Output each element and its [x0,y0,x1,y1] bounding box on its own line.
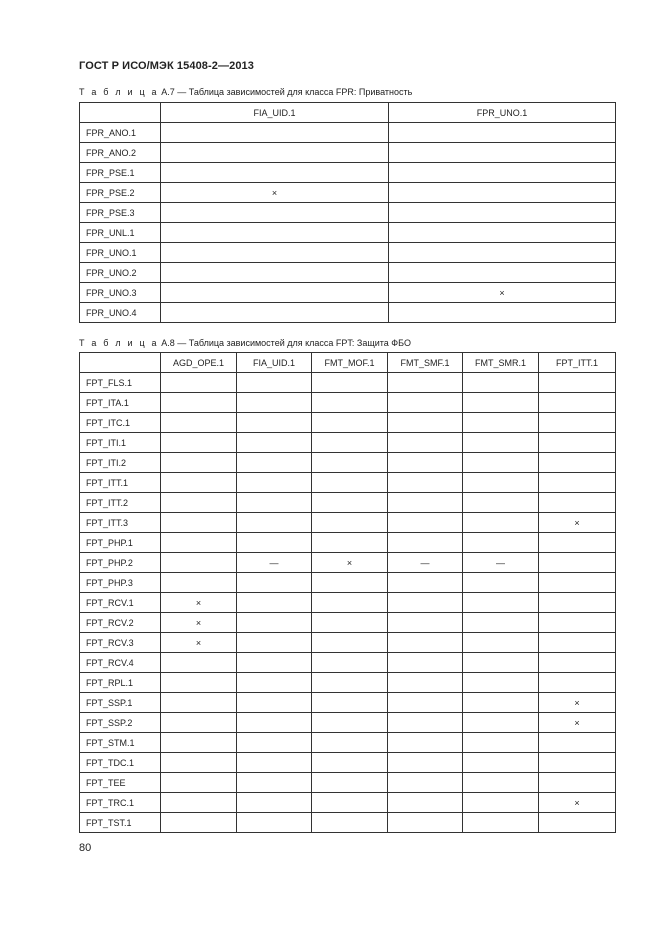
dependency-cell [463,653,539,673]
dependency-cell [539,393,616,413]
dependency-cell [237,753,312,773]
table-row [80,163,616,183]
dependency-cell [539,413,616,433]
dependency-cell [388,573,463,593]
dependency-cell [237,773,312,793]
dependency-cell [463,813,539,833]
dependency-cell: — [463,553,539,573]
table-row [80,513,616,533]
dependency-cell [463,493,539,513]
table-row [80,753,616,773]
dependency-cell [237,613,312,633]
dependency-cell: — [388,553,463,573]
row-label: FPT_RCV.2 [80,613,161,633]
dependency-cell [389,183,616,203]
dependency-cell [539,653,616,673]
dependency-cell [388,673,463,693]
dependency-cell: × [389,283,616,303]
dependency-cell [161,303,389,323]
dependency-cell [161,223,389,243]
column-header: FIA_UID.1 [161,103,389,123]
dependency-cell [312,453,388,473]
dependency-cell [463,513,539,533]
dependency-cell [463,573,539,593]
row-label: FPT_ITI.1 [80,433,161,453]
dependency-cell [389,243,616,263]
table-row [80,573,616,593]
row-label: FPT_TDC.1 [80,753,161,773]
dependency-cell [237,813,312,833]
dependency-cell [463,673,539,693]
dependency-cell [237,393,312,413]
dependency-cell [463,773,539,793]
dependency-cell [539,753,616,773]
row-label: FPT_PHP.3 [80,573,161,593]
table-row [80,123,616,143]
column-header: FPT_ITT.1 [539,353,616,373]
dependency-cell [161,143,389,163]
column-header: FMT_SMR.1 [463,353,539,373]
dependency-cell [388,493,463,513]
table-row [80,473,616,493]
row-label: FPR_PSE.1 [80,163,161,183]
dependency-cell [312,433,388,453]
dependency-cell [161,793,237,813]
dependency-cell [161,373,237,393]
dependency-cell [539,613,616,633]
dependency-cell [389,263,616,283]
dependency-cell [161,513,237,533]
row-label: FPT_TRC.1 [80,793,161,813]
table-row [80,613,616,633]
row-label: FPT_RPL.1 [80,673,161,693]
table-row [80,263,616,283]
dependency-cell [389,203,616,223]
dependency-cell [312,633,388,653]
dependency-cell [161,693,237,713]
row-label: FPT_TEE [80,773,161,793]
dependency-cell [539,673,616,693]
dependency-cell: × [539,693,616,713]
table-row [80,243,616,263]
dependency-cell [539,633,616,653]
dependency-cell [312,813,388,833]
dependency-cell [161,533,237,553]
dependency-cell [312,653,388,673]
dependency-cell [237,513,312,533]
row-label: FPR_UNO.1 [80,243,161,263]
dependency-cell [312,513,388,533]
table-row [80,183,616,203]
dependency-cell [161,493,237,513]
dependency-cell [237,653,312,673]
dependency-cell [463,533,539,553]
table-row [80,493,616,513]
dependency-cell [463,713,539,733]
dependency-cell [161,473,237,493]
dependency-cell [389,143,616,163]
row-label: FPR_PSE.3 [80,203,161,223]
dependency-cell [237,793,312,813]
dependency-cell [237,733,312,753]
dependency-cell [539,533,616,553]
dependency-cell [389,123,616,143]
table-row [80,203,616,223]
dependency-cell [161,433,237,453]
dependency-cell [312,593,388,613]
dependency-cell [237,673,312,693]
corner-header-cell [80,353,161,373]
column-header: FMT_SMF.1 [388,353,463,373]
row-label: FPR_UNL.1 [80,223,161,243]
document-header: ГОСТ Р ИСО/МЭК 15408-2—2013 [79,60,254,72]
dependency-cell [161,263,389,283]
table-row [80,813,616,833]
table-row [80,223,616,243]
dependency-cell [463,393,539,413]
table-a8 [79,352,616,833]
dependency-cell [161,733,237,753]
row-label: FPT_PHP.2 [80,553,161,573]
dependency-cell [388,753,463,773]
dependency-cell [161,773,237,793]
caption-text: А.8 — Таблица зависимостей для класса FPT: Защита ФБО [161,338,411,348]
dependency-cell [389,303,616,323]
dependency-cell [161,753,237,773]
dependency-cell [463,373,539,393]
dependency-cell [539,773,616,793]
dependency-cell: × [161,183,389,203]
row-label: FPR_ANO.2 [80,143,161,163]
dependency-cell [312,393,388,413]
dependency-cell [161,413,237,433]
row-label: FPT_ITC.1 [80,413,161,433]
dependency-cell [161,123,389,143]
dependency-cell [388,633,463,653]
dependency-cell [312,693,388,713]
table-row [80,283,616,303]
dependency-cell [388,433,463,453]
table-row [80,453,616,473]
dependency-cell [161,283,389,303]
dependency-cell [237,413,312,433]
dependency-cell [463,633,539,653]
dependency-cell [539,453,616,473]
dependency-cell: — [237,553,312,573]
dependency-cell [312,413,388,433]
dependency-cell [237,433,312,453]
dependency-cell [312,733,388,753]
dependency-cell [161,553,237,573]
table-row [80,533,616,553]
dependency-cell [539,593,616,613]
row-label: FPT_TST.1 [80,813,161,833]
dependency-cell [161,653,237,673]
dependency-cell [539,493,616,513]
dependency-cell [237,373,312,393]
table-row [80,633,616,653]
dependency-cell: × [161,613,237,633]
dependency-cell [388,793,463,813]
table-row [80,303,616,323]
dependency-cell [237,713,312,733]
table-row [80,733,616,753]
caption-prefix: Т а б л и ц а [79,338,159,348]
table-row [80,393,616,413]
dependency-cell [463,753,539,773]
row-label: FPT_FLS.1 [80,373,161,393]
dependency-cell [463,733,539,753]
table-row [80,793,616,813]
row-label: FPT_RCV.3 [80,633,161,653]
table-row [80,673,616,693]
dependency-cell [161,243,389,263]
dependency-cell: × [312,553,388,573]
table-row [80,413,616,433]
dependency-cell [539,373,616,393]
dependency-cell [161,573,237,593]
row-label: FPT_STM.1 [80,733,161,753]
dependency-cell [388,453,463,473]
dependency-cell [237,533,312,553]
dependency-cell [237,493,312,513]
dependency-cell [312,753,388,773]
dependency-cell [388,773,463,793]
table-row [80,773,616,793]
dependency-cell [463,613,539,633]
column-header: AGD_OPE.1 [161,353,237,373]
dependency-cell [388,613,463,633]
dependency-cell [161,713,237,733]
dependency-cell [463,793,539,813]
table-row [80,553,616,573]
dependency-cell [388,593,463,613]
dependency-cell [312,473,388,493]
dependency-cell [539,553,616,573]
row-label: FPT_ITT.3 [80,513,161,533]
dependency-cell [388,713,463,733]
dependency-cell [237,593,312,613]
dependency-cell [539,813,616,833]
caption-text: А.7 — Таблица зависимостей для класса FPR: Приватность [161,87,413,97]
dependency-cell [237,573,312,593]
dependency-cell [312,773,388,793]
row-label: FPT_ITA.1 [80,393,161,413]
dependency-cell [539,433,616,453]
dependency-cell [388,813,463,833]
row-label: FPR_ANO.1 [80,123,161,143]
row-label: FPT_RCV.1 [80,593,161,613]
table-row [80,373,616,393]
dependency-cell [388,513,463,533]
dependency-cell [237,453,312,473]
dependency-cell [237,473,312,493]
table-row [80,433,616,453]
dependency-cell [463,413,539,433]
caption-prefix: Т а б л и ц а [79,87,159,97]
dependency-cell [539,573,616,593]
table-a8-caption [79,338,411,348]
page-number: 80 [79,842,92,854]
dependency-cell [312,493,388,513]
dependency-cell [388,373,463,393]
dependency-cell [389,163,616,183]
dependency-cell [388,393,463,413]
column-header: FIA_UID.1 [237,353,312,373]
row-label: FPR_UNO.2 [80,263,161,283]
dependency-cell [389,223,616,243]
dependency-cell [161,393,237,413]
dependency-cell [388,733,463,753]
dependency-cell [312,573,388,593]
table-row [80,713,616,733]
dependency-cell [312,793,388,813]
dependency-cell: × [161,593,237,613]
row-label: FPT_SSP.1 [80,693,161,713]
row-label: FPT_SSP.2 [80,713,161,733]
dependency-cell [539,473,616,493]
table-a7 [79,102,616,323]
dependency-cell [388,473,463,493]
dependency-cell [463,453,539,473]
dependency-cell [161,203,389,223]
row-label: FPT_PHP.1 [80,533,161,553]
column-header: FMT_MOF.1 [312,353,388,373]
dependency-cell [388,693,463,713]
dependency-cell [463,693,539,713]
dependency-cell [312,533,388,553]
dependency-cell: × [539,793,616,813]
dependency-cell [161,453,237,473]
dependency-cell [237,693,312,713]
dependency-cell [161,163,389,183]
row-label: FPR_UNO.4 [80,303,161,323]
corner-header-cell [80,103,161,123]
dependency-cell [539,733,616,753]
table-a7-caption [79,87,412,97]
row-label: FPT_ITT.1 [80,473,161,493]
row-label: FPT_RCV.4 [80,653,161,673]
dependency-cell [388,533,463,553]
row-label: FPR_UNO.3 [80,283,161,303]
dependency-cell [388,413,463,433]
dependency-cell [161,813,237,833]
row-label: FPR_PSE.2 [80,183,161,203]
row-label: FPT_ITI.2 [80,453,161,473]
table-row [80,653,616,673]
dependency-cell: × [161,633,237,653]
table-row [80,593,616,613]
table-row [80,143,616,163]
dependency-cell [312,373,388,393]
dependency-cell [463,433,539,453]
dependency-cell [237,633,312,653]
dependency-cell [312,713,388,733]
dependency-cell: × [539,513,616,533]
column-header: FPR_UNO.1 [389,103,616,123]
dependency-cell [312,613,388,633]
table-row [80,693,616,713]
dependency-cell: × [539,713,616,733]
dependency-cell [161,673,237,693]
dependency-cell [388,653,463,673]
dependency-cell [463,593,539,613]
dependency-cell [463,473,539,493]
dependency-cell [312,673,388,693]
row-label: FPT_ITT.2 [80,493,161,513]
